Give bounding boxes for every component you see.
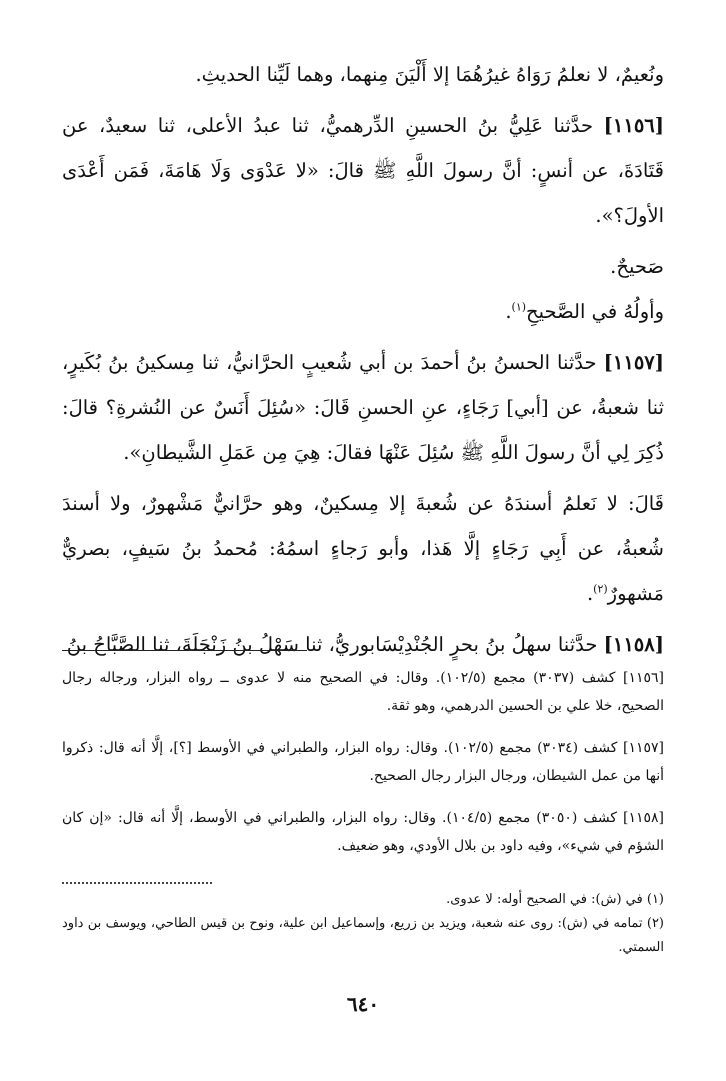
grading-paragraph bbox=[62, 244, 664, 289]
hadith-1157 bbox=[62, 340, 664, 475]
hadith-number: [١١٥٧] bbox=[603, 351, 665, 374]
hadith-number: [١١٥٨] bbox=[603, 633, 664, 656]
commentary-text: قَالَ: لا نَعلمُ أسندَهُ عن شُعبةَ إلا مِسكينٌ، وهو حرَّانيٌّ مَشْهورٌ، ولا أسندَ شُعبةُ، عن أَبِي رَجَاءٍ إلَّا هَذا، وأبو رَجاءٍ اسمُهُ: مُحمدُ بنُ سَيفٍ، بصريٌّ مَشهورٌ bbox=[62, 492, 664, 605]
remark-end: . bbox=[505, 300, 512, 323]
commentary-paragraph bbox=[62, 481, 664, 616]
hadith-1156 bbox=[62, 103, 664, 238]
main-text bbox=[62, 52, 664, 667]
continuation-text: ونُعيمٌ، لا نعلمُ رَوَاهُ غيرُهُمَا إلا أَلْيَنَ مِنهما، وهما لَيِّنا الحديثِ. bbox=[195, 63, 664, 86]
book-page bbox=[62, 52, 665, 1016]
page-number: ٦٤٠ bbox=[346, 992, 380, 1016]
hadith-number: [١١٥٦] bbox=[603, 114, 665, 137]
footnote-ref[interactable]: (٢) bbox=[593, 582, 608, 596]
grading-text: صَحيحٌ. bbox=[610, 255, 664, 278]
footnote: (١) في (ش): في الصحيح أوله: لا عدوى. bbox=[446, 892, 664, 907]
footnote-ref[interactable]: (١) bbox=[511, 300, 527, 314]
hadith-text: حدَّثنا سهلُ بنُ بحرٍ الجُنْدِيْسَابوريُّ، ثنا سَهْلُ بنُ زَنْجَلَةَ، ثنا الصَّبَّاحُ بنُ bbox=[66, 633, 598, 656]
hadith-1158 bbox=[62, 622, 664, 667]
source-notes bbox=[62, 664, 664, 874]
remark-paragraph bbox=[62, 289, 664, 334]
footnotes bbox=[62, 888, 664, 960]
hadith-text: حدَّثنا عَلِيُّ بنُ الحسينِ الدِّرهميُّ، ثنا عبدُ الأعلى، ثنا سعيدٌ، عن قَتَادَةَ، عن أنسٍ: أنَّ رسولَ اللَّهِ ﷺ قالَ: «لا عَدْوَى وَلَا هَامَةَ، فَمَن أَعْدَى الأولَ؟». bbox=[62, 114, 664, 227]
source-note: [١١٥٦] كشف (٣٠٣٧) مجمع (١٠٢/٥). وقال: في الصحيح منه لا عدوى ــ رواه البزار، ورجاله رجال الصحيح، خلا علي بن الحسين الدرهمي، وهو ثقة. bbox=[62, 670, 664, 714]
continuation-paragraph bbox=[62, 52, 664, 97]
separator-line bbox=[62, 650, 307, 651]
source-note: [١١٥٧] كشف (٣٠٣٤) مجمع (١٠٢/٥). وقال: رواه البزار، والطبراني في الأوسط [؟]، إلَّا أنه قال: ذكروا أنها من عمل الشيطان، ورجال البزار رجال الصحيح. bbox=[62, 740, 665, 784]
hadith-text: حدَّثنا الحسنُ بنُ أحمدَ بن أبي شُعيبٍ الحرَّانيُّ، ثنا مِسكينُ بنُ بُكَيرٍ، ثنا شعبةُ، عن [أبي] رَجَاءٍ، عنِ الحسنِ قَالَ: «سُئِلَ أَنَسٌ عن النُشرةِ؟ قالَ: ذُكِرَ لِي أنَّ رسولَ اللَّهِ ﷺ سُئِلَ عَنْهَا فقالَ: هِيَ مِن عَمَلِ الشَّيطانِ». bbox=[62, 351, 664, 464]
source-note: [١١٥٨] كشف (٣٠٥٠) مجمع (١٠٤/٥). وقال: رواه البزار، والطبراني في الأوسط، إلَّا أنه قال: «إن كان الشؤم في شيء»، وفيه داود بن بلال الأودي، وهو ضعيف. bbox=[62, 810, 664, 854]
footnote: (٢) تمامه في (ش): روى عنه شعبة، ويزيد بن زريع، وإسماعيل ابن علية، ونوح بن قيس الطاحي، ويوسف بن داود السمتي. bbox=[62, 916, 664, 955]
commentary-end: . bbox=[586, 582, 594, 605]
dotted-separator bbox=[62, 882, 212, 884]
remark-text: وأولُهُ في الصَّحيحِ bbox=[526, 300, 664, 323]
